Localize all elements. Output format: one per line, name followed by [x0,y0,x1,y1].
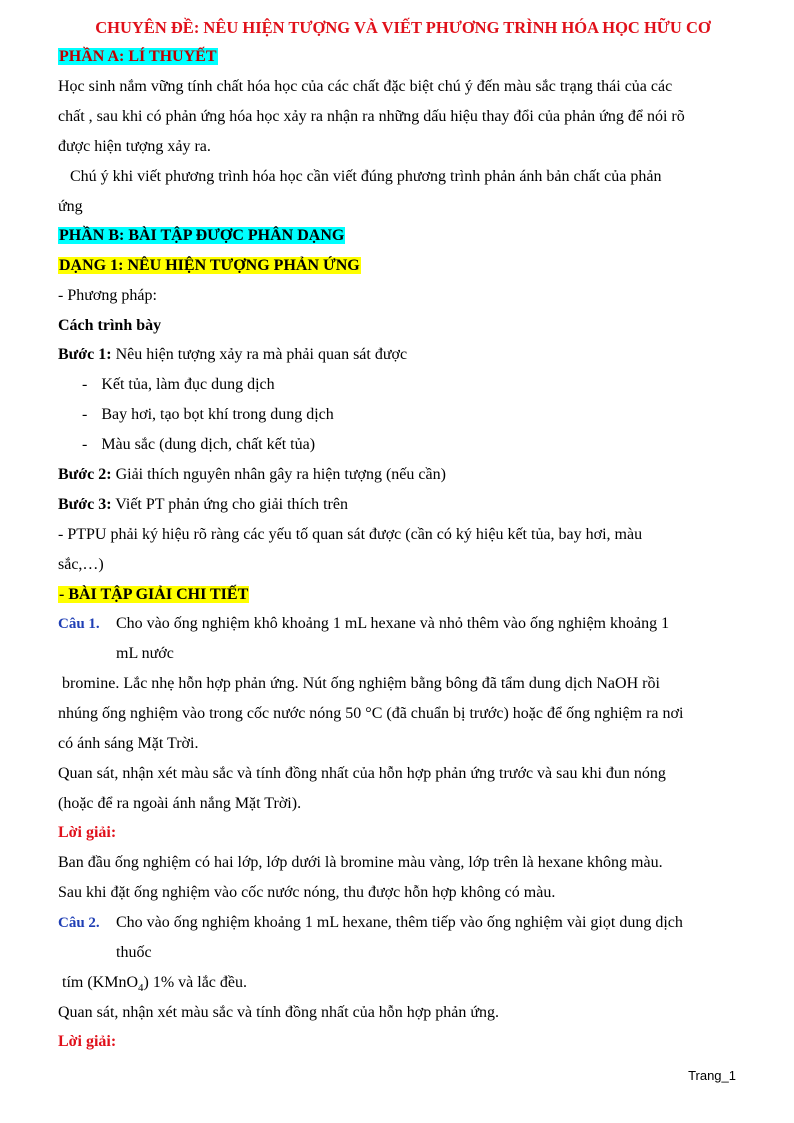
step-3-label: Bước 3: [58,496,112,513]
q1-solution-line: Sau khi đặt ống nghiệm vào cốc nước nóng, thu được hỗn hợp không có màu. [58,884,556,901]
q2-line3-sub: 4 [138,982,144,995]
q2-line: thuốc [116,944,152,961]
exercises-heading-text: - BÀI TẬP GIẢI CHI TIẾT [59,586,249,603]
part-a-line: Học sinh nắm vững tính chất hóa học của các chất đặc biệt chú ý đến màu sắc trạng thái của các [58,78,673,95]
bullet-item: - Bay hơi, tạo bọt khí trong dung dịch [82,406,334,423]
bullet-item: - Màu sắc (dung dịch, chất kết tủa) [82,436,316,453]
step-1-label: Bước 1: [58,346,112,363]
q1-solution-label: Lời giải: [58,824,117,841]
q1-line: mL nước [116,645,174,662]
bullet-item: - Kết tủa, làm đục dung dịch [82,376,275,393]
step-2-label: Bước 2: [58,466,112,483]
bullet-text: Màu sắc (dung dịch, chất kết tủa) [101,436,316,453]
q1-line: (hoặc để ra ngoài ánh nắng Mặt Trời). [58,795,302,812]
q2-solution-label: Lời giải: [58,1033,117,1050]
part-b-heading-text: PHẦN B: BÀI TẬP ĐƯỢC PHÂN DẠNG [59,227,345,244]
q1-solution-line: Ban đầu ống nghiệm có hai lớp, lớp dưới là bromine màu vàng, lớp trên là hexane không màu. [58,854,663,871]
note-line: sắc,…) [58,556,104,573]
part-a-line: được hiện tượng xảy ra. [58,138,211,155]
step-3-text: Viết PT phản ứng cho giải thích trên [111,496,348,513]
method-label: - Phương pháp: [58,287,157,304]
bullet-text: Kết tủa, làm đục dung dịch [101,376,275,393]
part-b-heading [58,226,345,246]
presentation-label: Cách trình bày [58,317,162,334]
note-line: - PTPU phải ký hiệu rõ ràng các yếu tố quan sát được (cần có ký hiệu kết tủa, bay hơi, màu [58,526,643,543]
step-1 [58,345,407,365]
q1-line: Quan sát, nhận xét màu sắc và tính đồng nhất của hỗn hợp phản ứng trước và sau khi đun nóng [58,765,666,782]
q2-line: Quan sát, nhận xét màu sắc và tính đồng nhất của hỗn hợp phản ứng. [58,1004,500,1021]
bullet-text: Bay hơi, tạo bọt khí trong dung dịch [101,406,334,423]
page-number: Trang_1 [688,1068,736,1083]
step-1-text: Nêu hiện tượng xảy ra mà phải quan sát được [111,346,408,363]
q2-label: Câu 2. [58,915,100,931]
document-title: CHUYÊN ĐỀ: NÊU HIỆN TƯỢNG VÀ VIẾT PHƯƠNG TRÌNH HÓA HỌC HỮU CƠ [95,18,711,37]
q1-line: Cho vào ống nghiệm khô khoảng 1 mL hexane và nhỏ thêm vào ống nghiệm khoảng 1 [116,615,670,632]
part-a-heading [58,47,218,67]
q2-line3-post: ) 1% và lắc đều. [143,974,248,991]
q1-line: có ánh sáng Mặt Trời. [58,735,199,752]
part-a-line: ứng [58,198,83,215]
step-2 [58,465,446,485]
step-3 [58,495,348,515]
q1-line: nhúng ống nghiệm vào trong cốc nước nóng 50 °C (đã chuẩn bị trước) hoặc để ống nghiệm ra nơi [58,705,684,722]
q2-line3-pre: tím (KMnO [58,974,138,991]
part-a-heading-text: PHẦN A: LÍ THUYẾT [59,48,217,65]
step-2-text: Giải thích nguyên nhân gây ra hiện tượng (nếu cần) [111,466,446,483]
part-a-line: Chú ý khi viết phương trình hóa học cần viết đúng phương trình phản ánh bản chất của phản [58,168,662,185]
q2-line: Cho vào ống nghiệm khoảng 1 mL hexane, thêm tiếp vào ống nghiệm vài giọt dung dịch [116,914,683,931]
type1-heading [58,256,361,276]
q2-line [58,973,247,998]
q1-line: bromine. Lắc nhẹ hỗn hợp phản ứng. Nút ống nghiệm bằng bông đã tẩm dung dịch NaOH rồi [58,675,660,692]
q1-label: Câu 1. [58,616,100,632]
part-a-line: chất , sau khi có phản ứng hóa học xảy ra nhận ra những dấu hiệu thay đổi của phản ứng để nói rõ [58,108,685,125]
exercises-heading [58,585,249,605]
type1-heading-text: DẠNG 1: NÊU HIỆN TƯỢNG PHẢN ỨNG [59,257,360,274]
